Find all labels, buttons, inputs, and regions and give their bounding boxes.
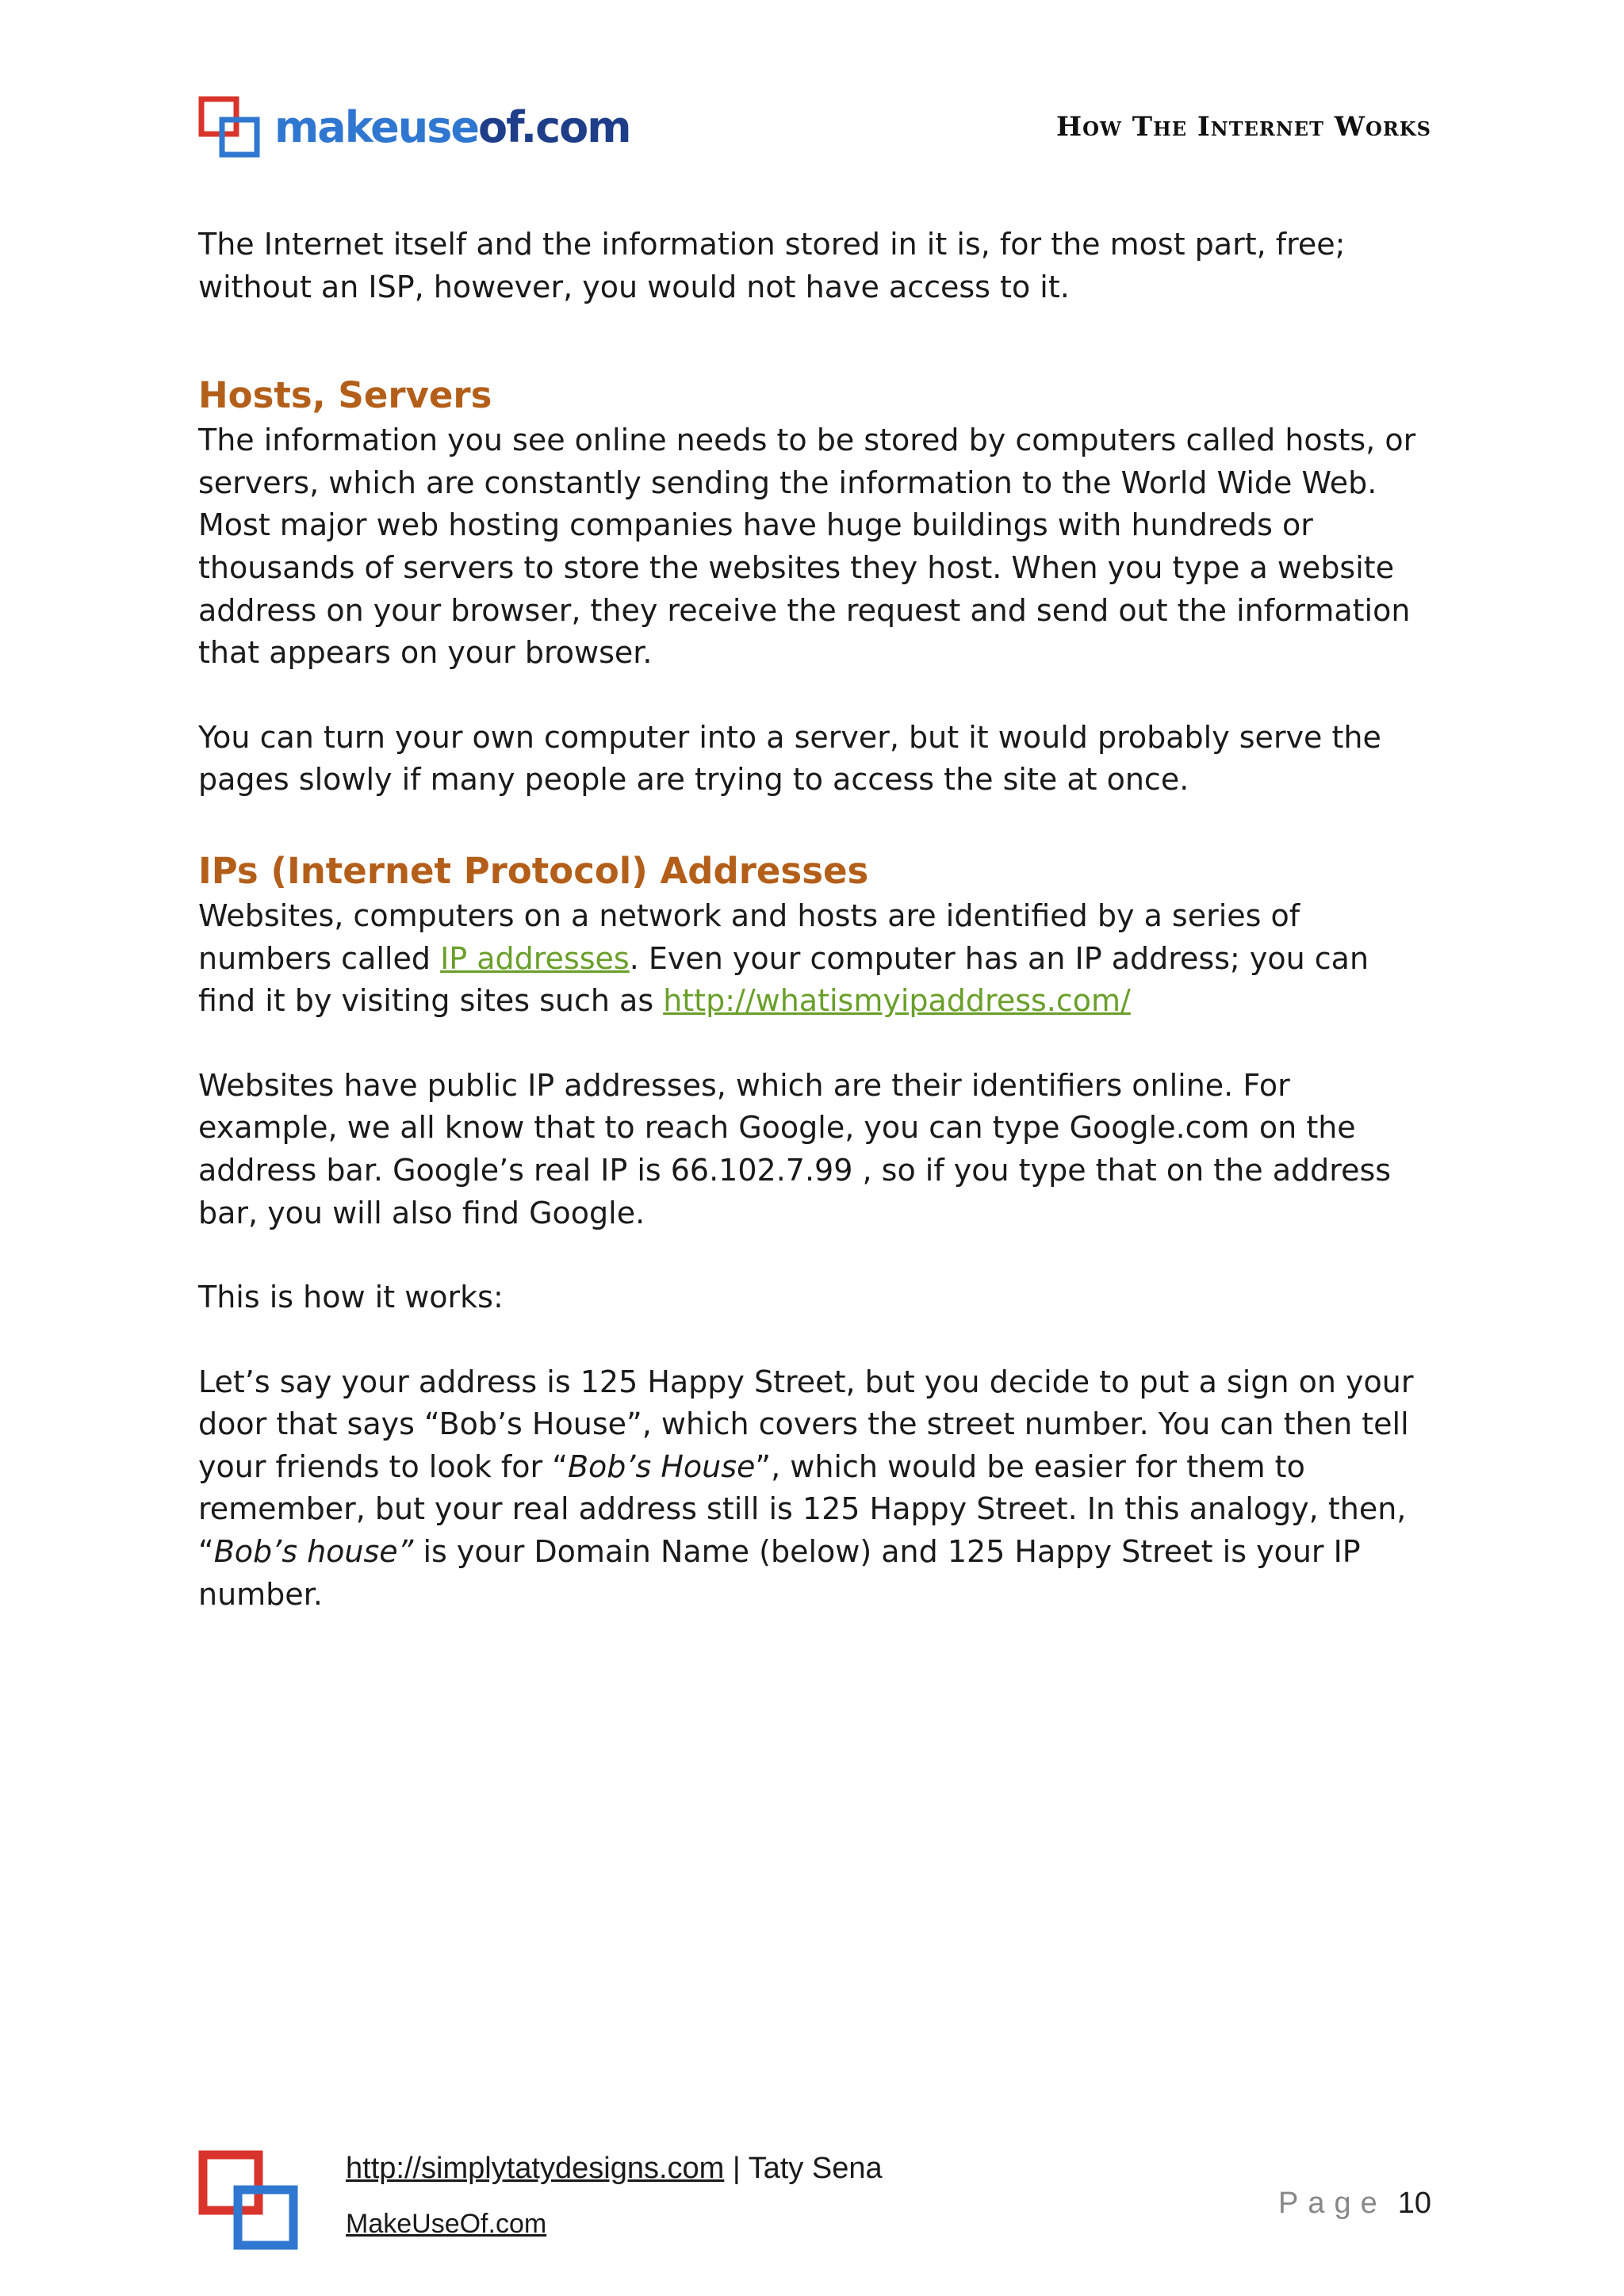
hosts-paragraph-1: The information you see online needs to be stored by computers called hosts, or servers, which are constantly sending the information to the World Wide Web. Most major web hosting companies have huge buildings with hundreds or thousands of servers to store the websites they host. When you type a website address on your browser, they receive the request and send out the information that appears on your browser. <box>198 423 1416 671</box>
ip-addresses-link[interactable]: IP addresses <box>440 940 630 976</box>
ips-paragraph-2: Websites have public IP addresses, which are their identifiers online. For example, we all know that to reach Google, you can type Google.com on the address bar. Google’s real IP is 66.102.7.99 , so if you type that on the address bar, you will also find Google. <box>198 1067 1392 1230</box>
ips-paragraph-3: This is how it works: <box>198 1280 504 1315</box>
makeuseof-logo[interactable] <box>198 94 630 162</box>
footer-brand-line <box>346 2206 883 2242</box>
ips-paragraph-4-text-c: is your Domain Name (below) and 125 Happy Street is your IP number. <box>198 1534 1361 1612</box>
whatismyipaddress-link[interactable]: http://whatismyipaddress.com/ <box>663 983 1131 1019</box>
logo-wordmark-part2: of.com <box>478 102 630 152</box>
logo-wordmark <box>274 102 630 152</box>
bobs-house-italic-1: Bob’s House <box>567 1448 756 1484</box>
page-header <box>198 94 1431 162</box>
makeuseof-footer-logo-icon <box>198 2150 300 2252</box>
makeuseof-link[interactable]: MakeUseOf.com <box>346 2209 547 2239</box>
logo-wordmark-part1: makeuse <box>274 102 479 152</box>
footer-author: | Taty Sena <box>724 2152 883 2185</box>
ips-paragraph-1 <box>198 895 1435 1023</box>
page-footer <box>198 2150 1431 2261</box>
ips-paragraph-4 <box>198 1361 1435 1617</box>
page-number-value: 10 <box>1397 2187 1431 2220</box>
ip-addresses-heading: IPs (Internet Protocol) Addresses <box>198 849 869 892</box>
ips-paragraph-4-text-b: ”, which would be easier for them to remember, but your real address still is 125 Happy Street. In this analogy, then, “ <box>198 1448 1407 1570</box>
ips-paragraph-4-text-a: Let’s say your address is 125 Happy Street, but you decide to put a sign on your door that says “Bob’s House”, which covers the street number. You can then tell your friends to look for “ <box>198 1364 1414 1484</box>
page-number <box>1278 2187 1431 2221</box>
page-content <box>198 224 1435 1616</box>
hosts-servers-heading: Hosts, Servers <box>198 374 492 417</box>
ips-paragraph-1-text-b: . Even your computer has an IP address; you can find it by visiting sites such as <box>198 940 1369 1019</box>
makeuseof-logo-icon <box>198 96 262 159</box>
hosts-paragraph-2: You can turn your own computer into a server, but it would probably serve the pages slowly if many people are trying to access the site at once. <box>198 719 1381 798</box>
simplytatydesigns-link[interactable]: http://simplytatydesigns.com <box>346 2152 725 2185</box>
bobs-house-italic-2: Bob’s house” <box>213 1534 414 1570</box>
footer-credit-line <box>346 2150 883 2187</box>
document-title: How The Internet Works <box>1055 111 1431 143</box>
ips-paragraph-1-text-a: Websites, computers on a network and hosts are identified by a series of numbers called <box>198 897 1300 976</box>
footer-credits <box>346 2150 883 2242</box>
page-label: Page <box>1277 2187 1387 2220</box>
intro-paragraph: The Internet itself and the information stored in it is, for the most part, free; without an ISP, however, you would not have access to it. <box>198 227 1346 304</box>
